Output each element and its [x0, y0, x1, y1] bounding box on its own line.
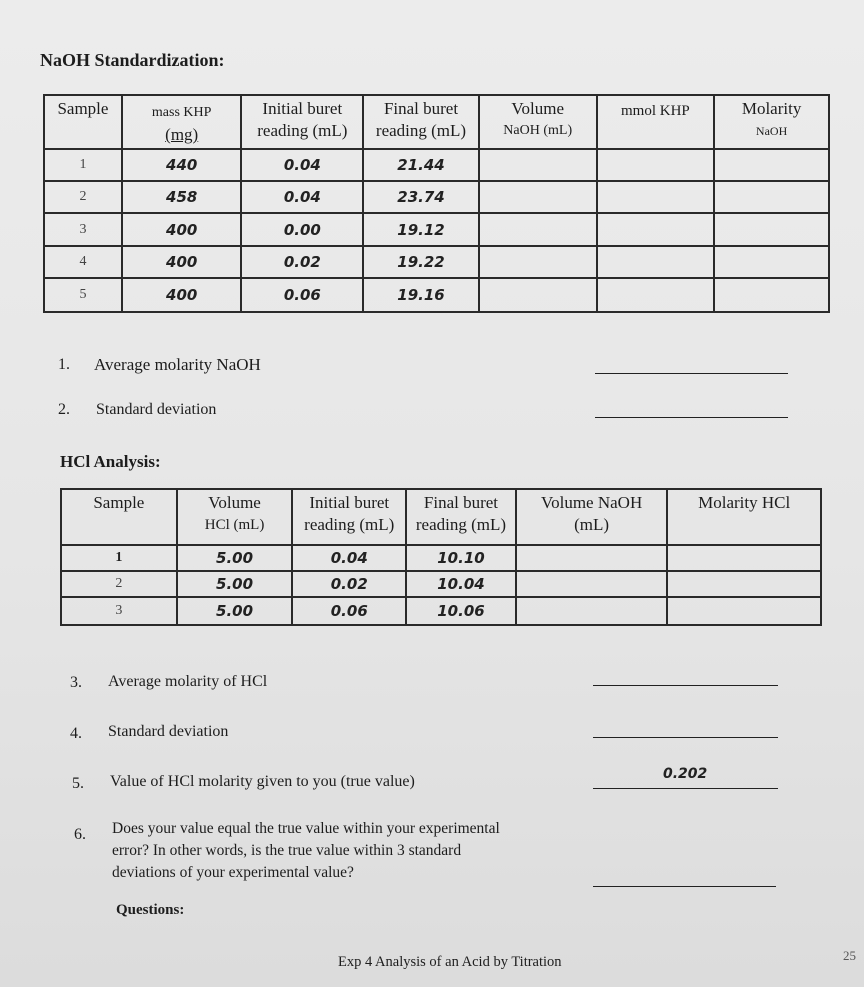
- answer-line: [593, 685, 778, 686]
- question-text: Value of HCl molarity given to you (true value): [110, 773, 415, 790]
- question-text: Standard deviation: [108, 723, 229, 740]
- question-number: 5.: [72, 775, 84, 792]
- table-row: [61, 545, 821, 571]
- cell-mmol: [597, 278, 715, 312]
- header-initial-buret: Initial buret reading (mL): [292, 489, 406, 545]
- question-number: 2.: [58, 401, 70, 418]
- table-row: [44, 278, 829, 312]
- cell-initial: 0.06: [292, 597, 406, 625]
- cell-sample: 3: [44, 213, 122, 246]
- table-row: [61, 571, 821, 597]
- cell-final: 10.04: [406, 571, 516, 597]
- cell-initial: 0.00: [241, 213, 363, 246]
- answer-line: [595, 373, 788, 374]
- hcl-table: [60, 488, 822, 626]
- cell-final: 19.22: [363, 246, 479, 278]
- cell-molarity: [714, 213, 829, 246]
- cell-final: 10.06: [406, 597, 516, 625]
- cell-final: 23.74: [363, 181, 479, 213]
- question-text-line3: deviations of your experimental value?: [112, 864, 354, 881]
- cell-volume-naoh: [516, 545, 668, 571]
- header-volume-naoh: Volume NaOH (mL): [516, 489, 668, 545]
- answer-line: [593, 737, 778, 738]
- table-row: [44, 149, 829, 181]
- question-text-line2: error? In other words, is the true value within 3 standard: [112, 842, 462, 859]
- cell-sample: 1: [61, 545, 177, 571]
- cell-volume-naoh: [516, 571, 668, 597]
- question-text: Average molarity of HCl: [108, 673, 268, 690]
- cell-sample: 2: [44, 181, 122, 213]
- cell-initial: 0.04: [241, 181, 363, 213]
- cell-mass: 458: [122, 181, 242, 213]
- table-row: [61, 597, 821, 625]
- cell-volume: [479, 246, 597, 278]
- cell-initial: 0.04: [241, 149, 363, 181]
- table-row: [44, 181, 829, 213]
- cell-volume: 5.00: [177, 545, 293, 571]
- cell-molarity: [667, 571, 821, 597]
- cell-initial: 0.06: [241, 278, 363, 312]
- cell-mass: 400: [122, 213, 242, 246]
- cell-mass: 440: [122, 149, 242, 181]
- cell-sample: 1: [44, 149, 122, 181]
- question-text: Average molarity NaOH: [94, 355, 261, 374]
- cell-mmol: [597, 181, 715, 213]
- header-volume-hcl: Volume HCl (mL): [177, 489, 293, 545]
- cell-volume: [479, 181, 597, 213]
- header-initial-buret: Initial buret reading (mL): [241, 95, 363, 149]
- cell-initial: 0.04: [292, 545, 406, 571]
- question-number: 1.: [58, 356, 70, 373]
- page-number: 25: [843, 948, 856, 963]
- cell-sample: 2: [61, 571, 177, 597]
- naoh-table: [43, 94, 830, 313]
- questions-heading: Questions:: [116, 902, 185, 918]
- true-value-answer: 0.202: [663, 766, 708, 782]
- question-text: Standard deviation: [96, 401, 217, 418]
- cell-final: 19.16: [363, 278, 479, 312]
- question-number: 4.: [70, 725, 82, 742]
- header-final-buret: Final buret reading (mL): [406, 489, 516, 545]
- cell-initial: 0.02: [292, 571, 406, 597]
- cell-sample: 5: [44, 278, 122, 312]
- cell-volume: [479, 149, 597, 181]
- header-molarity-naoh: Molarity NaOH: [714, 95, 829, 149]
- answer-line: [593, 886, 776, 887]
- question-number: 6.: [74, 826, 86, 843]
- cell-molarity: [667, 597, 821, 625]
- cell-volume: [479, 278, 597, 312]
- header-mass-khp: mass KHP (mg): [122, 95, 242, 149]
- answer-line: [595, 417, 788, 418]
- header-sample: Sample: [44, 95, 122, 149]
- cell-volume-naoh: [516, 597, 668, 625]
- cell-molarity: [667, 545, 821, 571]
- header-volume-naoh: Volume NaOH (mL): [479, 95, 597, 149]
- header-mmol-khp: mmol KHP: [597, 95, 715, 149]
- naoh-section-title: NaOH Standardization:: [40, 50, 225, 70]
- cell-sample: 4: [44, 246, 122, 278]
- header-final-buret: Final buret reading (mL): [363, 95, 479, 149]
- cell-volume: 5.00: [177, 597, 293, 625]
- cell-sample: 3: [61, 597, 177, 625]
- answer-line: [593, 788, 778, 789]
- hcl-section-title: HCl Analysis:: [60, 452, 161, 471]
- cell-molarity: [714, 278, 829, 312]
- question-text-line1: Does your value equal the true value within your experimental: [112, 820, 500, 837]
- cell-mmol: [597, 213, 715, 246]
- cell-final: 19.12: [363, 213, 479, 246]
- cell-mmol: [597, 246, 715, 278]
- cell-molarity: [714, 181, 829, 213]
- question-number: 3.: [70, 674, 82, 691]
- cell-mmol: [597, 149, 715, 181]
- table-row: [44, 213, 829, 246]
- table-row: [44, 246, 829, 278]
- header-sample: Sample: [61, 489, 177, 545]
- cell-mass: 400: [122, 278, 242, 312]
- header-molarity-hcl: Molarity HCl: [667, 489, 821, 545]
- cell-final: 21.44: [363, 149, 479, 181]
- cell-final: 10.10: [406, 545, 516, 571]
- cell-volume: 5.00: [177, 571, 293, 597]
- cell-molarity: [714, 246, 829, 278]
- page-footer: Exp 4 Analysis of an Acid by Titration: [338, 954, 562, 970]
- cell-volume: [479, 213, 597, 246]
- cell-mass: 400: [122, 246, 242, 278]
- cell-molarity: [714, 149, 829, 181]
- cell-initial: 0.02: [241, 246, 363, 278]
